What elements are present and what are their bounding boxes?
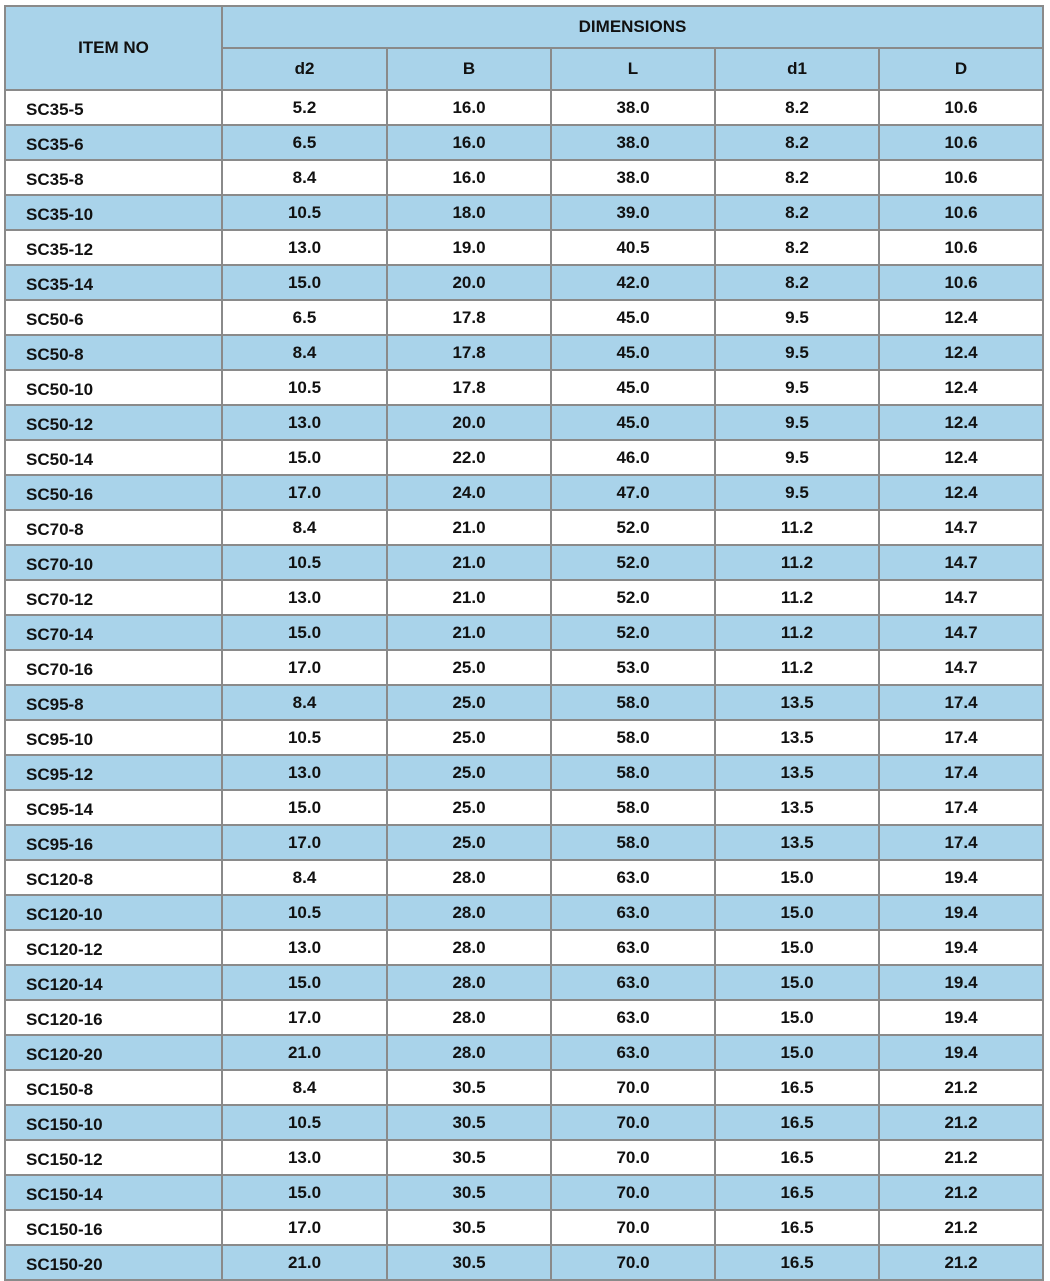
table-row: [5, 790, 1043, 825]
item-no-cell: SC150-8: [5, 1070, 222, 1105]
d-outer-cell: 12.4: [879, 440, 1043, 475]
b-cell: 19.0: [387, 230, 551, 265]
table-row: [5, 405, 1043, 440]
l-cell: 58.0: [551, 790, 715, 825]
column-header-l: L: [551, 48, 715, 90]
b-cell: 25.0: [387, 790, 551, 825]
d-outer-cell: 14.7: [879, 580, 1043, 615]
l-cell: 38.0: [551, 125, 715, 160]
d-outer-cell: 19.4: [879, 965, 1043, 1000]
l-cell: 58.0: [551, 685, 715, 720]
item-no-cell: SC150-16: [5, 1210, 222, 1245]
l-cell: 63.0: [551, 1000, 715, 1035]
d1-cell: 16.5: [715, 1140, 879, 1175]
d-outer-cell: 21.2: [879, 1105, 1043, 1140]
l-cell: 45.0: [551, 370, 715, 405]
d1-cell: 13.5: [715, 720, 879, 755]
d1-cell: 11.2: [715, 545, 879, 580]
d1-cell: 16.5: [715, 1070, 879, 1105]
b-cell: 21.0: [387, 545, 551, 580]
d1-cell: 8.2: [715, 160, 879, 195]
d-outer-cell: 12.4: [879, 475, 1043, 510]
b-cell: 28.0: [387, 1035, 551, 1070]
item-no-cell: SC70-16: [5, 650, 222, 685]
l-cell: 38.0: [551, 90, 715, 125]
table-row: [5, 1175, 1043, 1210]
b-cell: 30.5: [387, 1245, 551, 1280]
l-cell: 45.0: [551, 300, 715, 335]
l-cell: 46.0: [551, 440, 715, 475]
d2-cell: 6.5: [222, 300, 387, 335]
table-row: [5, 160, 1043, 195]
l-cell: 45.0: [551, 405, 715, 440]
d2-cell: 13.0: [222, 230, 387, 265]
l-cell: 70.0: [551, 1140, 715, 1175]
l-cell: 63.0: [551, 930, 715, 965]
l-cell: 45.0: [551, 335, 715, 370]
d1-cell: 9.5: [715, 335, 879, 370]
d-outer-cell: 21.2: [879, 1175, 1043, 1210]
d2-cell: 8.4: [222, 335, 387, 370]
item-no-cell: SC70-12: [5, 580, 222, 615]
d2-cell: 13.0: [222, 930, 387, 965]
b-cell: 20.0: [387, 405, 551, 440]
d1-cell: 16.5: [715, 1210, 879, 1245]
d1-cell: 15.0: [715, 860, 879, 895]
l-cell: 70.0: [551, 1210, 715, 1245]
d1-cell: 13.5: [715, 685, 879, 720]
d1-cell: 8.2: [715, 265, 879, 300]
item-no-cell: SC95-8: [5, 685, 222, 720]
l-cell: 42.0: [551, 265, 715, 300]
table-row: [5, 1245, 1043, 1280]
d2-cell: 5.2: [222, 90, 387, 125]
d1-cell: 15.0: [715, 895, 879, 930]
item-no-cell: SC95-12: [5, 755, 222, 790]
l-cell: 63.0: [551, 965, 715, 1000]
d1-cell: 9.5: [715, 440, 879, 475]
item-no-cell: SC35-14: [5, 265, 222, 300]
item-no-cell: SC50-14: [5, 440, 222, 475]
b-cell: 30.5: [387, 1175, 551, 1210]
table-row: [5, 300, 1043, 335]
l-cell: 70.0: [551, 1105, 715, 1140]
b-cell: 25.0: [387, 650, 551, 685]
d2-cell: 8.4: [222, 510, 387, 545]
item-no-cell: SC95-10: [5, 720, 222, 755]
d-outer-cell: 14.7: [879, 510, 1043, 545]
dimensions-header: DIMENSIONS: [222, 6, 1043, 48]
item-no-cell: SC50-10: [5, 370, 222, 405]
l-cell: 63.0: [551, 860, 715, 895]
table-row: [5, 335, 1043, 370]
b-cell: 21.0: [387, 510, 551, 545]
d-outer-cell: 19.4: [879, 895, 1043, 930]
d-outer-cell: 17.4: [879, 685, 1043, 720]
d2-cell: 10.5: [222, 370, 387, 405]
d1-cell: 9.5: [715, 475, 879, 510]
b-cell: 16.0: [387, 90, 551, 125]
d2-cell: 15.0: [222, 615, 387, 650]
d2-cell: 15.0: [222, 265, 387, 300]
d1-cell: 9.5: [715, 370, 879, 405]
item-no-cell: SC35-10: [5, 195, 222, 230]
b-cell: 25.0: [387, 720, 551, 755]
d-outer-cell: 10.6: [879, 195, 1043, 230]
d2-cell: 10.5: [222, 195, 387, 230]
d1-cell: 16.5: [715, 1175, 879, 1210]
d2-cell: 15.0: [222, 1175, 387, 1210]
table-row: [5, 720, 1043, 755]
d1-cell: 13.5: [715, 790, 879, 825]
d2-cell: 13.0: [222, 405, 387, 440]
d1-cell: 8.2: [715, 230, 879, 265]
d-outer-cell: 19.4: [879, 1035, 1043, 1070]
l-cell: 53.0: [551, 650, 715, 685]
b-cell: 25.0: [387, 825, 551, 860]
d2-cell: 21.0: [222, 1035, 387, 1070]
b-cell: 21.0: [387, 580, 551, 615]
item-no-cell: SC120-14: [5, 965, 222, 1000]
b-cell: 16.0: [387, 160, 551, 195]
item-no-cell: SC50-8: [5, 335, 222, 370]
d2-cell: 6.5: [222, 125, 387, 160]
d2-cell: 10.5: [222, 720, 387, 755]
table-row: [5, 510, 1043, 545]
dimensions-table: [4, 5, 1044, 1281]
l-cell: 58.0: [551, 825, 715, 860]
b-cell: 28.0: [387, 860, 551, 895]
d-outer-cell: 17.4: [879, 790, 1043, 825]
b-cell: 30.5: [387, 1210, 551, 1245]
l-cell: 70.0: [551, 1245, 715, 1280]
d-outer-cell: 19.4: [879, 1000, 1043, 1035]
d2-cell: 17.0: [222, 650, 387, 685]
d2-cell: 17.0: [222, 1210, 387, 1245]
column-header-b: B: [387, 48, 551, 90]
table-row: [5, 965, 1043, 1000]
item-no-cell: SC35-8: [5, 160, 222, 195]
b-cell: 22.0: [387, 440, 551, 475]
item-no-cell: SC120-20: [5, 1035, 222, 1070]
d1-cell: 11.2: [715, 615, 879, 650]
d-outer-cell: 10.6: [879, 160, 1043, 195]
d2-cell: 8.4: [222, 860, 387, 895]
b-cell: 30.5: [387, 1070, 551, 1105]
b-cell: 28.0: [387, 930, 551, 965]
d1-cell: 15.0: [715, 930, 879, 965]
d2-cell: 17.0: [222, 1000, 387, 1035]
b-cell: 17.8: [387, 300, 551, 335]
table-row: [5, 825, 1043, 860]
l-cell: 52.0: [551, 510, 715, 545]
d-outer-cell: 10.6: [879, 125, 1043, 160]
item-no-cell: SC120-12: [5, 930, 222, 965]
b-cell: 30.5: [387, 1140, 551, 1175]
d1-cell: 13.5: [715, 825, 879, 860]
d-outer-cell: 21.2: [879, 1210, 1043, 1245]
d1-cell: 8.2: [715, 90, 879, 125]
d1-cell: 16.5: [715, 1105, 879, 1140]
d2-cell: 13.0: [222, 1140, 387, 1175]
item-no-cell: SC50-6: [5, 300, 222, 335]
d-outer-cell: 19.4: [879, 860, 1043, 895]
l-cell: 39.0: [551, 195, 715, 230]
item-no-cell: SC150-14: [5, 1175, 222, 1210]
item-no-cell: SC95-16: [5, 825, 222, 860]
b-cell: 28.0: [387, 1000, 551, 1035]
b-cell: 21.0: [387, 615, 551, 650]
l-cell: 38.0: [551, 160, 715, 195]
d2-cell: 15.0: [222, 965, 387, 1000]
b-cell: 25.0: [387, 755, 551, 790]
b-cell: 17.8: [387, 370, 551, 405]
table-row: [5, 545, 1043, 580]
table-row: [5, 265, 1043, 300]
item-no-cell: SC120-10: [5, 895, 222, 930]
d1-cell: 16.5: [715, 1245, 879, 1280]
table-row: [5, 1140, 1043, 1175]
table-row: [5, 685, 1043, 720]
l-cell: 70.0: [551, 1175, 715, 1210]
b-cell: 28.0: [387, 965, 551, 1000]
column-header-d-outer: D: [879, 48, 1043, 90]
d1-cell: 15.0: [715, 965, 879, 1000]
table-row: [5, 1105, 1043, 1140]
d-outer-cell: 21.2: [879, 1140, 1043, 1175]
d1-cell: 15.0: [715, 1000, 879, 1035]
column-header-d1: d1: [715, 48, 879, 90]
table-row: [5, 650, 1043, 685]
table-row: [5, 580, 1043, 615]
d1-cell: 8.2: [715, 195, 879, 230]
d2-cell: 10.5: [222, 545, 387, 580]
d-outer-cell: 14.7: [879, 650, 1043, 685]
d1-cell: 11.2: [715, 650, 879, 685]
d2-cell: 8.4: [222, 685, 387, 720]
d2-cell: 8.4: [222, 160, 387, 195]
l-cell: 70.0: [551, 1070, 715, 1105]
b-cell: 17.8: [387, 335, 551, 370]
table-row: [5, 860, 1043, 895]
d-outer-cell: 19.4: [879, 930, 1043, 965]
d1-cell: 15.0: [715, 1035, 879, 1070]
d1-cell: 11.2: [715, 580, 879, 615]
d2-cell: 13.0: [222, 755, 387, 790]
d-outer-cell: 17.4: [879, 755, 1043, 790]
item-no-cell: SC120-8: [5, 860, 222, 895]
b-cell: 24.0: [387, 475, 551, 510]
table-row: [5, 615, 1043, 650]
d-outer-cell: 12.4: [879, 370, 1043, 405]
item-no-cell: SC70-10: [5, 545, 222, 580]
item-no-cell: SC50-12: [5, 405, 222, 440]
d-outer-cell: 10.6: [879, 90, 1043, 125]
d-outer-cell: 21.2: [879, 1245, 1043, 1280]
d-outer-cell: 10.6: [879, 265, 1043, 300]
d2-cell: 8.4: [222, 1070, 387, 1105]
d1-cell: 8.2: [715, 125, 879, 160]
d2-cell: 13.0: [222, 580, 387, 615]
d-outer-cell: 17.4: [879, 825, 1043, 860]
d-outer-cell: 21.2: [879, 1070, 1043, 1105]
item-no-cell: SC95-14: [5, 790, 222, 825]
b-cell: 25.0: [387, 685, 551, 720]
dimensions-table-container: [4, 5, 1042, 1281]
b-cell: 28.0: [387, 895, 551, 930]
d2-cell: 21.0: [222, 1245, 387, 1280]
l-cell: 52.0: [551, 615, 715, 650]
d2-cell: 15.0: [222, 440, 387, 475]
d2-cell: 10.5: [222, 895, 387, 930]
d1-cell: 11.2: [715, 510, 879, 545]
d1-cell: 13.5: [715, 755, 879, 790]
item-no-cell: SC150-20: [5, 1245, 222, 1280]
item-no-cell: SC70-14: [5, 615, 222, 650]
d-outer-cell: 14.7: [879, 615, 1043, 650]
d-outer-cell: 12.4: [879, 335, 1043, 370]
table-row: [5, 1070, 1043, 1105]
item-no-cell: SC70-8: [5, 510, 222, 545]
d-outer-cell: 14.7: [879, 545, 1043, 580]
d1-cell: 9.5: [715, 300, 879, 335]
l-cell: 58.0: [551, 720, 715, 755]
column-header-d2: d2: [222, 48, 387, 90]
table-row: [5, 895, 1043, 930]
d1-cell: 9.5: [715, 405, 879, 440]
table-row: [5, 195, 1043, 230]
table-row: [5, 1035, 1043, 1070]
table-row: [5, 440, 1043, 475]
table-row: [5, 90, 1043, 125]
d2-cell: 17.0: [222, 825, 387, 860]
item-no-cell: SC35-12: [5, 230, 222, 265]
b-cell: 18.0: [387, 195, 551, 230]
item-no-cell: SC35-5: [5, 90, 222, 125]
item-no-cell: SC35-6: [5, 125, 222, 160]
table-header: [5, 6, 1043, 90]
table-row: [5, 370, 1043, 405]
d2-cell: 10.5: [222, 1105, 387, 1140]
table-row: [5, 475, 1043, 510]
d-outer-cell: 17.4: [879, 720, 1043, 755]
item-no-cell: SC150-10: [5, 1105, 222, 1140]
item-no-cell: SC120-16: [5, 1000, 222, 1035]
l-cell: 63.0: [551, 1035, 715, 1070]
l-cell: 47.0: [551, 475, 715, 510]
l-cell: 40.5: [551, 230, 715, 265]
l-cell: 63.0: [551, 895, 715, 930]
item-no-cell: SC50-16: [5, 475, 222, 510]
table-row: [5, 1000, 1043, 1035]
item-no-cell: SC150-12: [5, 1140, 222, 1175]
table-row: [5, 755, 1043, 790]
item-no-header: ITEM NO: [5, 6, 222, 90]
l-cell: 52.0: [551, 545, 715, 580]
table-row: [5, 125, 1043, 160]
b-cell: 16.0: [387, 125, 551, 160]
table-row: [5, 930, 1043, 965]
l-cell: 52.0: [551, 580, 715, 615]
b-cell: 30.5: [387, 1105, 551, 1140]
table-row: [5, 1210, 1043, 1245]
d-outer-cell: 12.4: [879, 405, 1043, 440]
b-cell: 20.0: [387, 265, 551, 300]
table-body: [5, 90, 1043, 1280]
l-cell: 58.0: [551, 755, 715, 790]
d2-cell: 17.0: [222, 475, 387, 510]
d-outer-cell: 10.6: [879, 230, 1043, 265]
d2-cell: 15.0: [222, 790, 387, 825]
table-row: [5, 230, 1043, 265]
d-outer-cell: 12.4: [879, 300, 1043, 335]
